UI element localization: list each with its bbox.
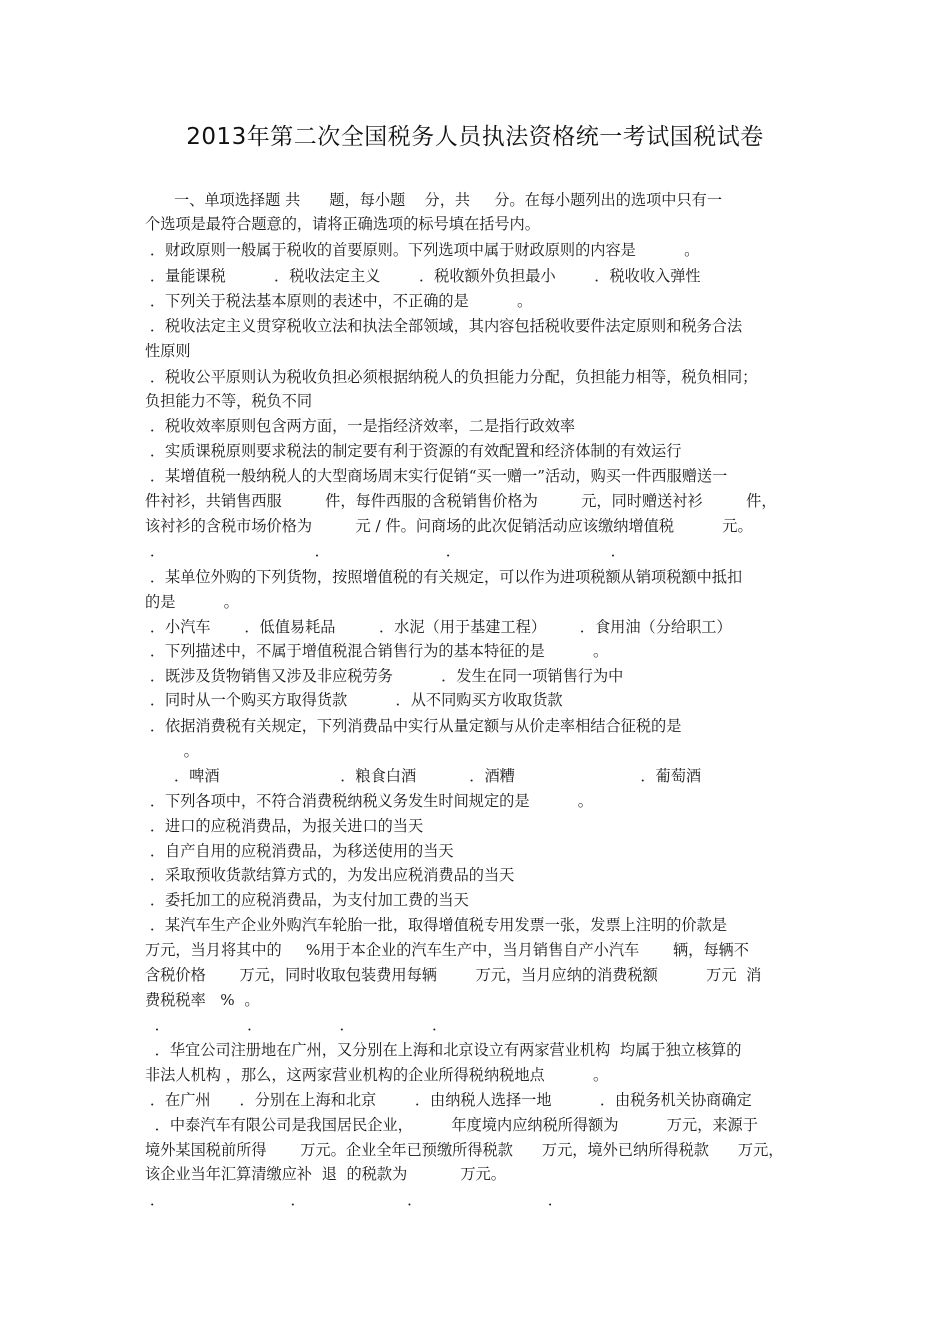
text-line: ．下列关于税法基本原则的表述中，不正确的是 。 (145, 292, 533, 310)
text-line: ．在广州 ．分别在上海和北京 ．由纳税人选择一地 ．由税务机关协商确定 (145, 1091, 752, 1109)
text-line: 该企业当年汇算清缴应补 退 的税款为 万元。 (145, 1165, 506, 1183)
text-line: 一、单项选择题 共 题，每小题 分，共 分。在每小题列出的选项中只有一 (145, 191, 723, 209)
text-line: ． ． ． ． (145, 1191, 563, 1209)
text-line: ．税收效率原则包含两方面，一是指经济效率，二是指行政效率 (145, 417, 576, 435)
text-line: ．同时从一个购买方取得货款 ．从不同购买方收取货款 (145, 691, 563, 709)
text-line: ． ． ． ． (145, 542, 626, 560)
text-line: ．华宜公司注册地在广州，又分别在上海和北京设立有两家营业机构 均属于独立核算的 (145, 1041, 742, 1059)
document-title: 2013年第二次全国税务人员执法资格统一考试国税试卷 (186, 124, 764, 150)
text-line: ．下列描述中，不属于增值税混合销售行为的基本特征的是 。 (145, 642, 609, 660)
text-line: ．既涉及货物销售又涉及非应税劳务 ．发生在同一项销售行为中 (145, 667, 624, 685)
text-line: 该衬衫的含税市场价格为 元 / 件。问商场的此次促销活动应该缴纳增值税 元。 (145, 517, 753, 535)
text-line: ．税收公平原则认为税收负担必须根据纳税人的负担能力分配，负担能力相等，税负相同； (145, 368, 758, 386)
text-line: ．中泰汽车有限公司是我国居民企业， 年度境内应纳税所得额为 万元，来源于 (145, 1116, 758, 1134)
text-line: 负担能力不等，税负不同 (145, 392, 313, 410)
text-line: 。 (145, 742, 199, 760)
text-line: ．啤酒 ．粮食白酒 ．酒糟 ．葡萄酒 (145, 767, 702, 785)
text-line: ．实质课税原则要求税法的制定要有利于资源的有效配置和经济体制的有效运行 (145, 442, 682, 460)
text-line: ．量能课税 ．税收法定主义 ．税收额外负担最小 ．税收收入弹性 (145, 267, 701, 285)
text-line: 件衬衫，共销售西服 件，每件西服的含税销售价格为 元，同时赠送衬衫 件， (145, 492, 777, 510)
text-line: ．小汽车 ．低值易耗品 ．水泥（用于基建工程） ．食用油（分给职工） (145, 618, 732, 636)
text-line: ． ． ． ． (145, 1016, 448, 1034)
text-line: 含税价格 万元，同时收取包装费用每辆 万元，当月应纳的消费税额 万元 消 (145, 966, 762, 984)
text-line: 性原则 (145, 342, 191, 360)
text-line: ．采取预收货款结算方式的，为发出应税消费品的当天 (145, 866, 515, 884)
text-line: 个选项是最符合题意的，请将正确选项的标号填在括号内。 (145, 215, 540, 233)
text-line: ．财政原则一般属于税收的首要原则。下列选项中属于财政原则的内容是 。 (145, 241, 700, 259)
text-line: 的是 。 (145, 593, 239, 611)
text-line: 万元，当月将其中的 %用于本企业的汽车生产中，当月销售自产小汽车 辆，每辆不 (145, 941, 749, 959)
text-line: ．依据消费税有关规定，下列消费品中实行从量定额与从价走率相结合征税的是 (145, 717, 682, 735)
text-line: ．税收法定主义贯穿税收立法和执法全部领域，其内容包括税收要件法定原则和税务合法 (145, 317, 743, 335)
text-line: 境外某国税前所得 万元。企业全年已预缴所得税款 万元，境外已纳所得税款 万元， (145, 1141, 784, 1159)
text-line: ．委托加工的应税消费品，为支付加工费的当天 (145, 891, 469, 909)
text-line: ．某增值税一般纳税人的大型商场周末实行促销“买一赠一”活动，购买一件西服赠送一 (145, 467, 728, 485)
text-line: ．下列各项中，不符合消费税纳税义务发生时间规定的是 。 (145, 792, 593, 810)
text-line: ．某汽车生产企业外购汽车轮胎一批，取得增值税专用发票一张，发票上注明的价款是 (145, 916, 727, 934)
text-line: ．自产自用的应税消费品，为移送使用的当天 (145, 842, 454, 860)
text-line: ．某单位外购的下列货物，按照增值税的有关规定，可以作为进项税额从销项税额中抵扣 (145, 568, 743, 586)
text-line: 费税税率 % 。 (145, 991, 260, 1009)
text-line: ．进口的应税消费品，为报关进口的当天 (145, 817, 424, 835)
text-line: 非法人机构 ，那么，这两家营业机构的企业所得税纳税地点 。 (145, 1066, 609, 1084)
